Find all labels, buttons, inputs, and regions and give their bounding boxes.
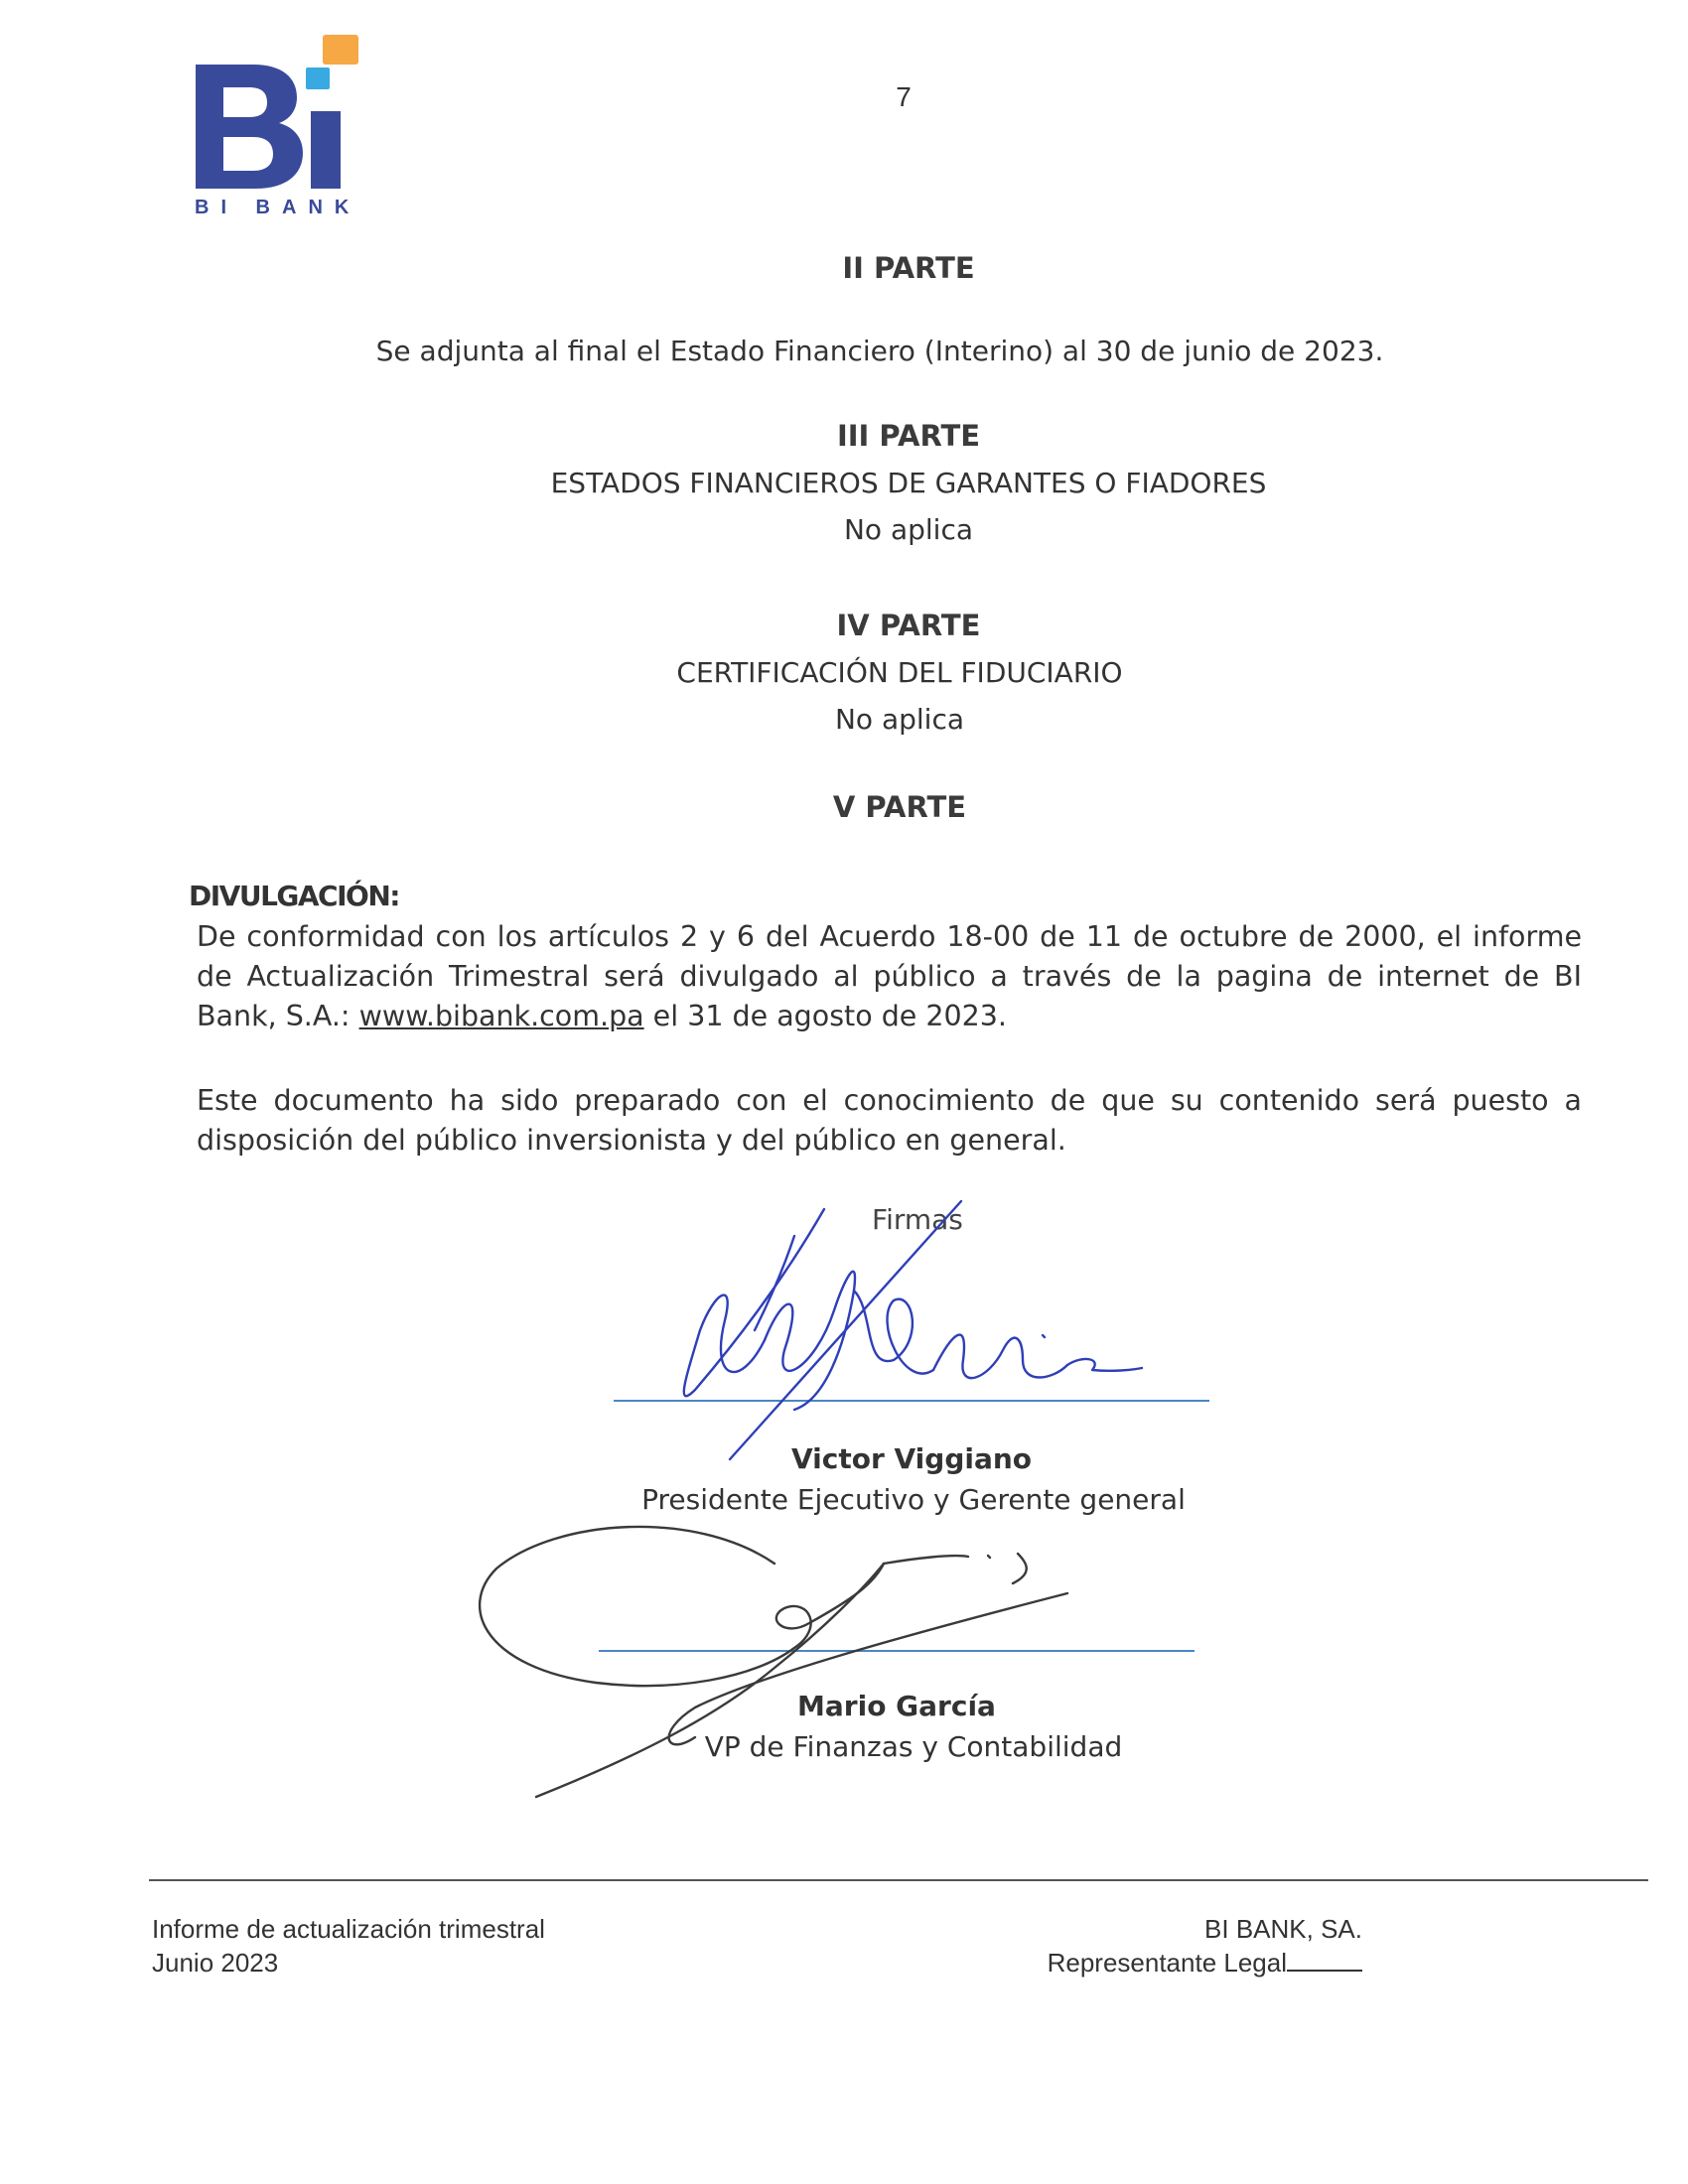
logo-letter-b	[196, 65, 303, 189]
logo-letter-i	[311, 111, 341, 189]
part4-subtitle: CERTIFICACIÓN DEL FIDUCIARIO	[676, 656, 1123, 689]
footer-legal-rep-label: Representante Legal	[1047, 1948, 1287, 1978]
signer-2-name: Mario García	[797, 1690, 996, 1722]
part5-heading: V PARTE	[832, 790, 967, 824]
signer-2-role: VP de Finanzas y Contabilidad	[704, 1730, 1123, 1763]
logo-text: BI BANK	[195, 197, 361, 218]
footer-report-date: Junio 2023	[152, 1948, 279, 1978]
footer-right	[993, 1912, 1362, 1979]
footer-legal-rep	[993, 1946, 1362, 1979]
part2-heading: II PARTE	[842, 251, 975, 285]
signatures-label: Firmas	[872, 1203, 963, 1236]
divulgacion-paragraph	[197, 917, 1582, 1036]
website-link[interactable]: www.bibank.com.pa	[358, 1000, 644, 1032]
part2-text: Se adjunta al final el Estado Financiero (Interino) al 30 de junio de 2023.	[375, 335, 1384, 367]
signature-victor-viggiano	[684, 1201, 1142, 1459]
part3-heading: III PARTE	[836, 419, 981, 453]
part4-note: No aplica	[834, 703, 965, 736]
part4-heading: IV PARTE	[836, 609, 981, 642]
part3-note: No aplica	[843, 513, 974, 546]
legal-rep-blank	[1287, 1946, 1362, 1972]
signer-1-name: Victor Viggiano	[790, 1442, 1033, 1475]
signature-line-1	[614, 1400, 1209, 1402]
divulgacion-label: DIVULGACIÓN:	[189, 880, 399, 912]
part3-subtitle: ESTADOS FINANCIEROS DE GARANTES O FIADORES	[550, 467, 1267, 499]
footer-report-title: Informe de actualización trimestral	[152, 1914, 545, 1944]
logo-blue-square	[306, 68, 330, 89]
page-number: 7	[896, 81, 912, 112]
divulgacion-text-end: el 31 de agosto de 2023.	[643, 1000, 1007, 1032]
footer-rule	[149, 1879, 1648, 1881]
footer-company: BI BANK, SA.	[1204, 1914, 1362, 1944]
footer-left	[152, 1912, 545, 1979]
signer-1-role: Presidente Ejecutivo y Gerente general	[641, 1483, 1186, 1516]
disclosure-paragraph: Este documento ha sido preparado con el conocimiento de que su contenido será puesto a disposición del público inversionista y del público en general.	[197, 1084, 1582, 1157]
logo-orange-square	[323, 35, 358, 65]
signature-line-2	[599, 1650, 1195, 1652]
divulgacion-text: De conformidad con los artículos 2 y 6 del Acuerdo 18-00 de 11 de octubre de 2000, el informe de Actualización Trimestral será divulgado al público a través de la pagina de internet de BI Bank, S.A.:	[197, 920, 1582, 1032]
